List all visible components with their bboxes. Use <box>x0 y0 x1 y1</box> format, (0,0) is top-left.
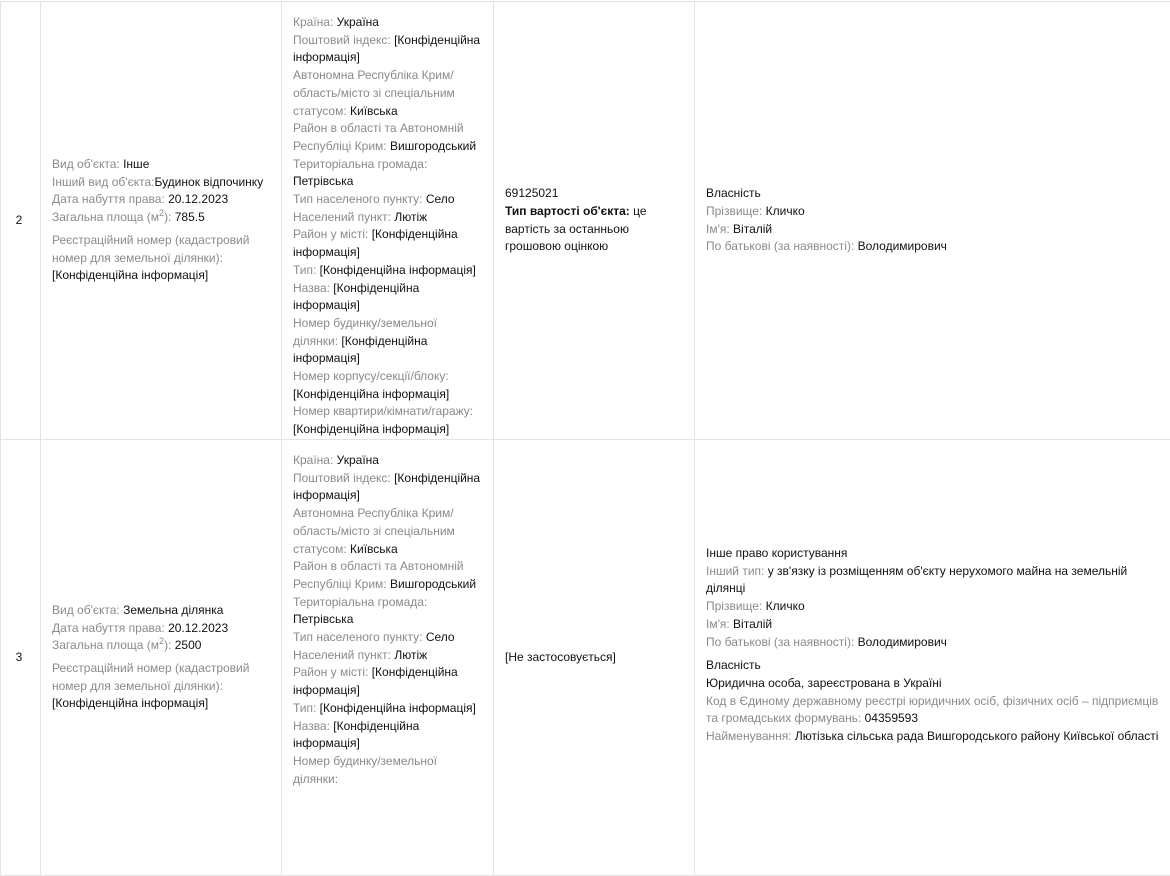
location-line: Поштовий індекс: [Конфіденційна інформація] <box>293 32 483 67</box>
declaration-table <box>0 1 1170 876</box>
rights-cell <box>695 440 1170 876</box>
acquisition-date: Дата набуття права: 20.12.2023 <box>52 191 271 209</box>
location-line: Населений пункт: Лютіж <box>293 209 483 227</box>
location-line: Поштовий індекс: [Конфіденційна інформація] <box>293 470 483 505</box>
location-line: Тип населеного пункту: Село <box>293 191 483 209</box>
object-other-type: Інший вид об'єкта:Будинок відпочинку <box>52 174 271 192</box>
legal-entity-line: Юридична особа, зареєстрована в Україні <box>706 675 1160 693</box>
owner-name: Ім'я: Віталій <box>706 616 1160 634</box>
location-line: Назва: [Конфіденційна інформація] <box>293 718 483 753</box>
right-title: Інше право користування <box>706 545 1160 563</box>
cost-cell <box>494 2 695 440</box>
location-line: Автономна Республіка Крим/ область/місто зі спеціальним статусом: Київська <box>293 67 483 120</box>
owner-surname: Прізвище: Кличко <box>706 203 1160 221</box>
total-area: Загальна площа $(м^2)$: 785.5 <box>52 209 271 227</box>
location-line: Країна: Україна <box>293 452 483 470</box>
location-line: Район в області та Автономній Республіці Крим: Вишгородський <box>293 120 483 155</box>
row-number-cell <box>1 440 41 876</box>
right-title-2: Власність <box>706 657 1160 675</box>
entity-naming: Найменування: Лютізька сільська рада Вишгородського району Київської області <box>706 728 1160 746</box>
rights-cell <box>695 2 1170 440</box>
location-line: Район у місті: [Конфіденційна інформація] <box>293 664 483 699</box>
row-number: 3 <box>16 649 23 667</box>
location-line: Номер корпусу/секції/блоку: [Конфіденційна інформація] <box>293 368 483 403</box>
location-line: Район у місті: [Конфіденційна інформація] <box>293 226 483 261</box>
location-line: Номер квартири/кімнати/гаражу: [Конфіденційна інформація] <box>293 403 483 438</box>
registration-number: Реєстраційний номер (кадастровий номер для земельної ділянки): [Конфіденційна інформація] <box>52 232 271 285</box>
object-cell <box>41 440 282 876</box>
table-row <box>1 2 1170 440</box>
owner-name: Ім'я: Віталій <box>706 221 1160 239</box>
location-line: Країна: Україна <box>293 14 483 32</box>
registration-number: Реєстраційний номер (кадастровий номер для земельної ділянки): [Конфіденційна інформація] <box>52 660 271 713</box>
object-cell <box>41 2 282 440</box>
location-line: Територіальна громада: Петрівська <box>293 156 483 191</box>
location-line: Тип: [Конфіденційна інформація] <box>293 262 483 280</box>
table-row <box>1 440 1170 876</box>
location-line: Район в області та Автономній Республіці Крим: Вишгородський <box>293 558 483 593</box>
location-line: Населений пункт: Лютіж <box>293 647 483 665</box>
right-other-type: Інший тип: у зв'язку із розміщенням об'єкту нерухомого майна на земельній ділянці <box>706 563 1160 598</box>
object-type: Вид об'єкта: Земельна ділянка <box>52 602 271 620</box>
location-cell <box>282 440 494 876</box>
object-type: Вид об'єкта: Інше <box>52 156 271 174</box>
cost-cell <box>494 440 695 876</box>
edrpou-code: Код в Єдиному державному реєстрі юридичних осіб, фізичних осіб – підприємців та громадських формувань: 04359593 <box>706 693 1160 728</box>
owner-patronymic: По батькові (за наявності): Володимирович <box>706 634 1160 652</box>
total-area: Загальна площа $(м^2)$: 2500 <box>52 637 271 655</box>
location-line: Номер будинку/земельної ділянки: [Конфіденційна інформація] <box>293 315 483 368</box>
cost-type: Тип вартості об'єкта: це вартість за останньою грошовою оцінкою <box>505 203 684 256</box>
acquisition-date: Дата набуття права: 20.12.2023 <box>52 620 271 638</box>
cost-amount: [Не застосовується] <box>505 649 684 667</box>
location-line: Назва: [Конфіденційна інформація] <box>293 280 483 315</box>
location-line: Номер будинку/земельної ділянки: <box>293 753 483 788</box>
location-line: Тип: [Конфіденційна інформація] <box>293 700 483 718</box>
row-number: 2 <box>16 212 23 230</box>
owner-patronymic: По батькові (за наявності): Володимирович <box>706 238 1160 256</box>
cost-amount: 69125021 <box>505 185 684 203</box>
location-line: Автономна Республіка Крим/ область/місто зі спеціальним статусом: Київська <box>293 505 483 558</box>
location-cell <box>282 2 494 440</box>
right-title: Власність <box>706 185 1160 203</box>
owner-surname: Прізвище: Кличко <box>706 598 1160 616</box>
row-number-cell <box>1 2 41 440</box>
location-line: Тип населеного пункту: Село <box>293 629 483 647</box>
location-line: Територіальна громада: Петрівська <box>293 594 483 629</box>
